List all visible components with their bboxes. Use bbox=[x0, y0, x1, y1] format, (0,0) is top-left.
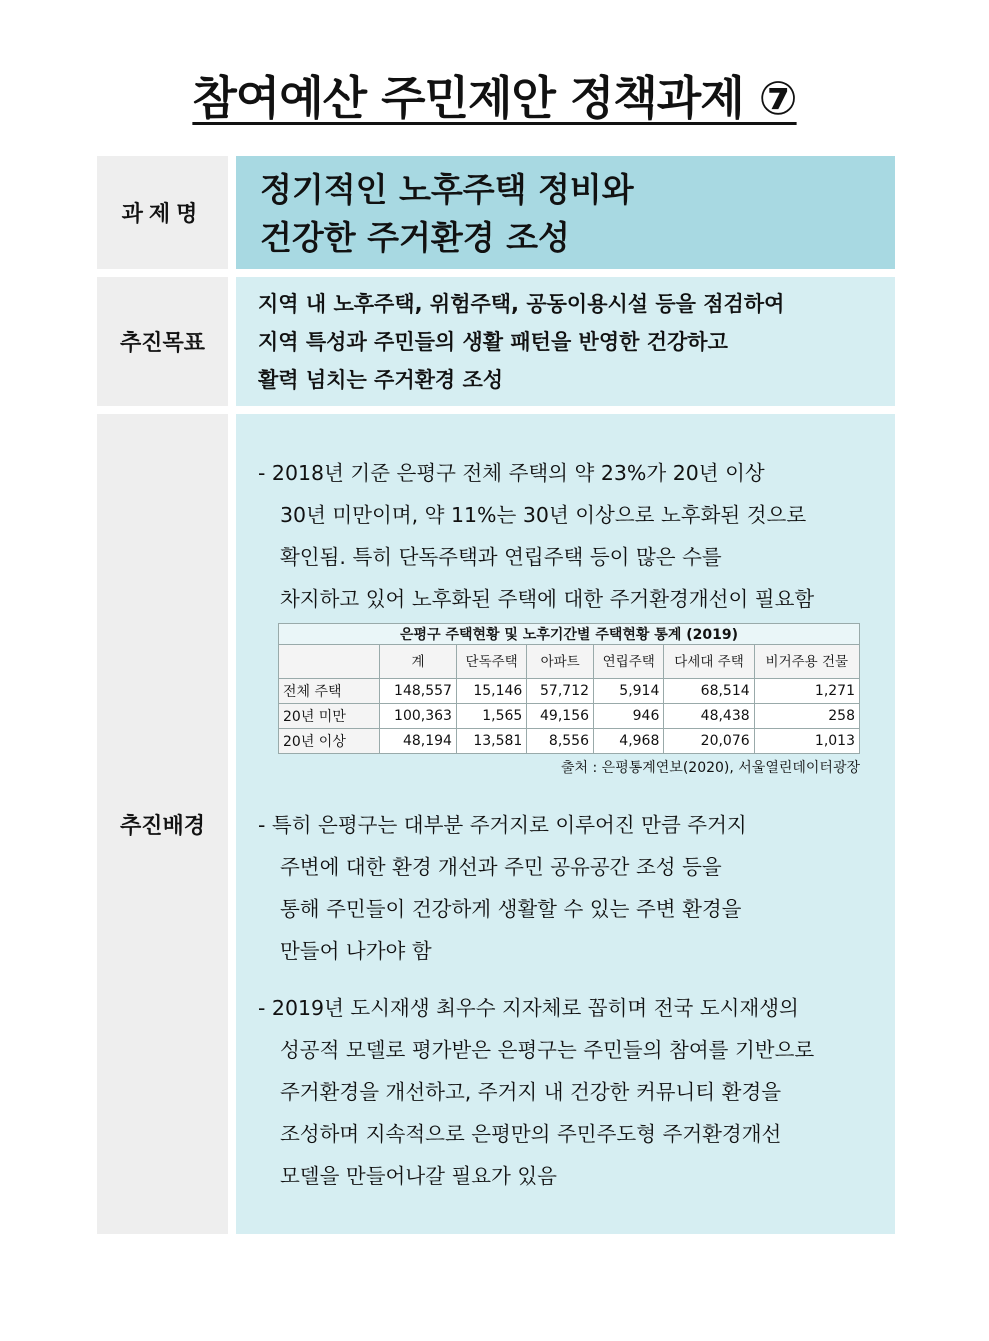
paragraph-line: - 특히 은평구는 대부분 주거지로 이루어진 만큼 주거지 bbox=[258, 813, 747, 837]
goal-text bbox=[258, 285, 784, 399]
table-cell: 48,438 bbox=[664, 704, 754, 729]
task-title bbox=[260, 166, 634, 262]
paragraph-line: - 2018년 기준 은평구 전체 주택의 약 23%가 20년 이상 bbox=[258, 461, 765, 485]
goal-cell bbox=[236, 277, 895, 406]
goal-line: 지역 특성과 주민들의 생활 패턴을 반영한 건강하고 bbox=[258, 330, 728, 354]
table-cell: 258 bbox=[754, 704, 859, 729]
task-name-label: 과제명 bbox=[97, 156, 228, 269]
paragraph-line: 확인됨. 특히 단독주택과 연립주택 등이 많은 수를 bbox=[280, 545, 722, 569]
background-label: 추진배경 bbox=[97, 414, 228, 1234]
page-title-text: 참여예산 주민제안 정책과제 ⑦ bbox=[192, 71, 797, 125]
task-title-line: 정기적인 노후주택 정비와 bbox=[260, 170, 634, 209]
row-label: 20년 미만 bbox=[279, 704, 380, 729]
background-cell bbox=[236, 414, 895, 1234]
table-row bbox=[279, 704, 860, 729]
table-cell: 13,581 bbox=[456, 729, 526, 754]
row-label: 전체 주택 bbox=[279, 679, 380, 704]
table-cell: 1,271 bbox=[754, 679, 859, 704]
paragraph-line: 만들어 나가야 함 bbox=[280, 939, 432, 963]
paragraph-line: 주변에 대한 환경 개선과 주민 공유공간 조성 등을 bbox=[280, 855, 722, 879]
table-header: 아파트 bbox=[527, 645, 594, 679]
table-cell: 4,968 bbox=[594, 729, 664, 754]
table-source: 출처 : 은평통계연보(2020), 서울열린데이터광장 bbox=[561, 760, 860, 776]
row-label: 20년 이상 bbox=[279, 729, 380, 754]
paragraph-line: 조성하며 지속적으로 은평만의 주민주도형 주거환경개선 bbox=[280, 1122, 782, 1146]
table-header: 단독주택 bbox=[456, 645, 526, 679]
table-cell: 48,194 bbox=[380, 729, 457, 754]
table-row bbox=[279, 729, 860, 754]
table-cell: 15,146 bbox=[456, 679, 526, 704]
paragraph-line: 30년 미만이며, 약 11%는 30년 이상으로 노후화된 것으로 bbox=[280, 503, 807, 527]
table-header bbox=[279, 645, 380, 679]
paragraph-line: 차지하고 있어 노후화된 주택에 대한 주거환경개선이 필요함 bbox=[280, 587, 815, 611]
task-name-cell bbox=[236, 156, 895, 269]
background-paragraph bbox=[258, 452, 878, 620]
goal-label: 추진목표 bbox=[97, 277, 228, 406]
table-cell: 57,712 bbox=[527, 679, 594, 704]
table-caption: 은평구 주택현황 및 노후기간별 주택현황 통계 (2019) bbox=[279, 624, 860, 645]
paragraph-line: 주거환경을 개선하고, 주거지 내 건강한 커뮤니티 환경을 bbox=[280, 1080, 782, 1104]
table-cell: 1,565 bbox=[456, 704, 526, 729]
table-header: 다세대 주택 bbox=[664, 645, 754, 679]
table-cell: 100,363 bbox=[380, 704, 457, 729]
goal-line: 지역 내 노후주택, 위험주택, 공동이용시설 등을 점검하여 bbox=[258, 292, 785, 316]
table-cell: 8,556 bbox=[527, 729, 594, 754]
table-cell: 68,514 bbox=[664, 679, 754, 704]
housing-stats-table bbox=[278, 623, 860, 754]
paragraph-line: 성공적 모델로 평가받은 은평구는 주민들의 참여를 기반으로 bbox=[280, 1038, 815, 1062]
table-header: 비거주용 건물 bbox=[754, 645, 859, 679]
background-paragraph bbox=[258, 804, 878, 972]
paragraph-line: 통해 주민들이 건강하게 생활할 수 있는 주변 환경을 bbox=[280, 897, 742, 921]
table-header: 계 bbox=[380, 645, 457, 679]
paragraph-line: 모델을 만들어나갈 필요가 있음 bbox=[280, 1164, 557, 1188]
table-header: 연립주택 bbox=[594, 645, 664, 679]
background-paragraph bbox=[258, 987, 878, 1197]
table-cell: 20,076 bbox=[664, 729, 754, 754]
table-cell: 49,156 bbox=[527, 704, 594, 729]
table-cell: 5,914 bbox=[594, 679, 664, 704]
table-cell: 946 bbox=[594, 704, 664, 729]
table-cell: 1,013 bbox=[754, 729, 859, 754]
goal-line: 활력 넘치는 주거환경 조성 bbox=[258, 368, 504, 392]
page-title bbox=[0, 62, 989, 128]
table-cell: 148,557 bbox=[380, 679, 457, 704]
table-row bbox=[279, 679, 860, 704]
paragraph-line: - 2019년 도시재생 최우수 지자체로 꼽히며 전국 도시재생의 bbox=[258, 996, 799, 1020]
task-title-line: 건강한 주거환경 조성 bbox=[260, 218, 570, 257]
